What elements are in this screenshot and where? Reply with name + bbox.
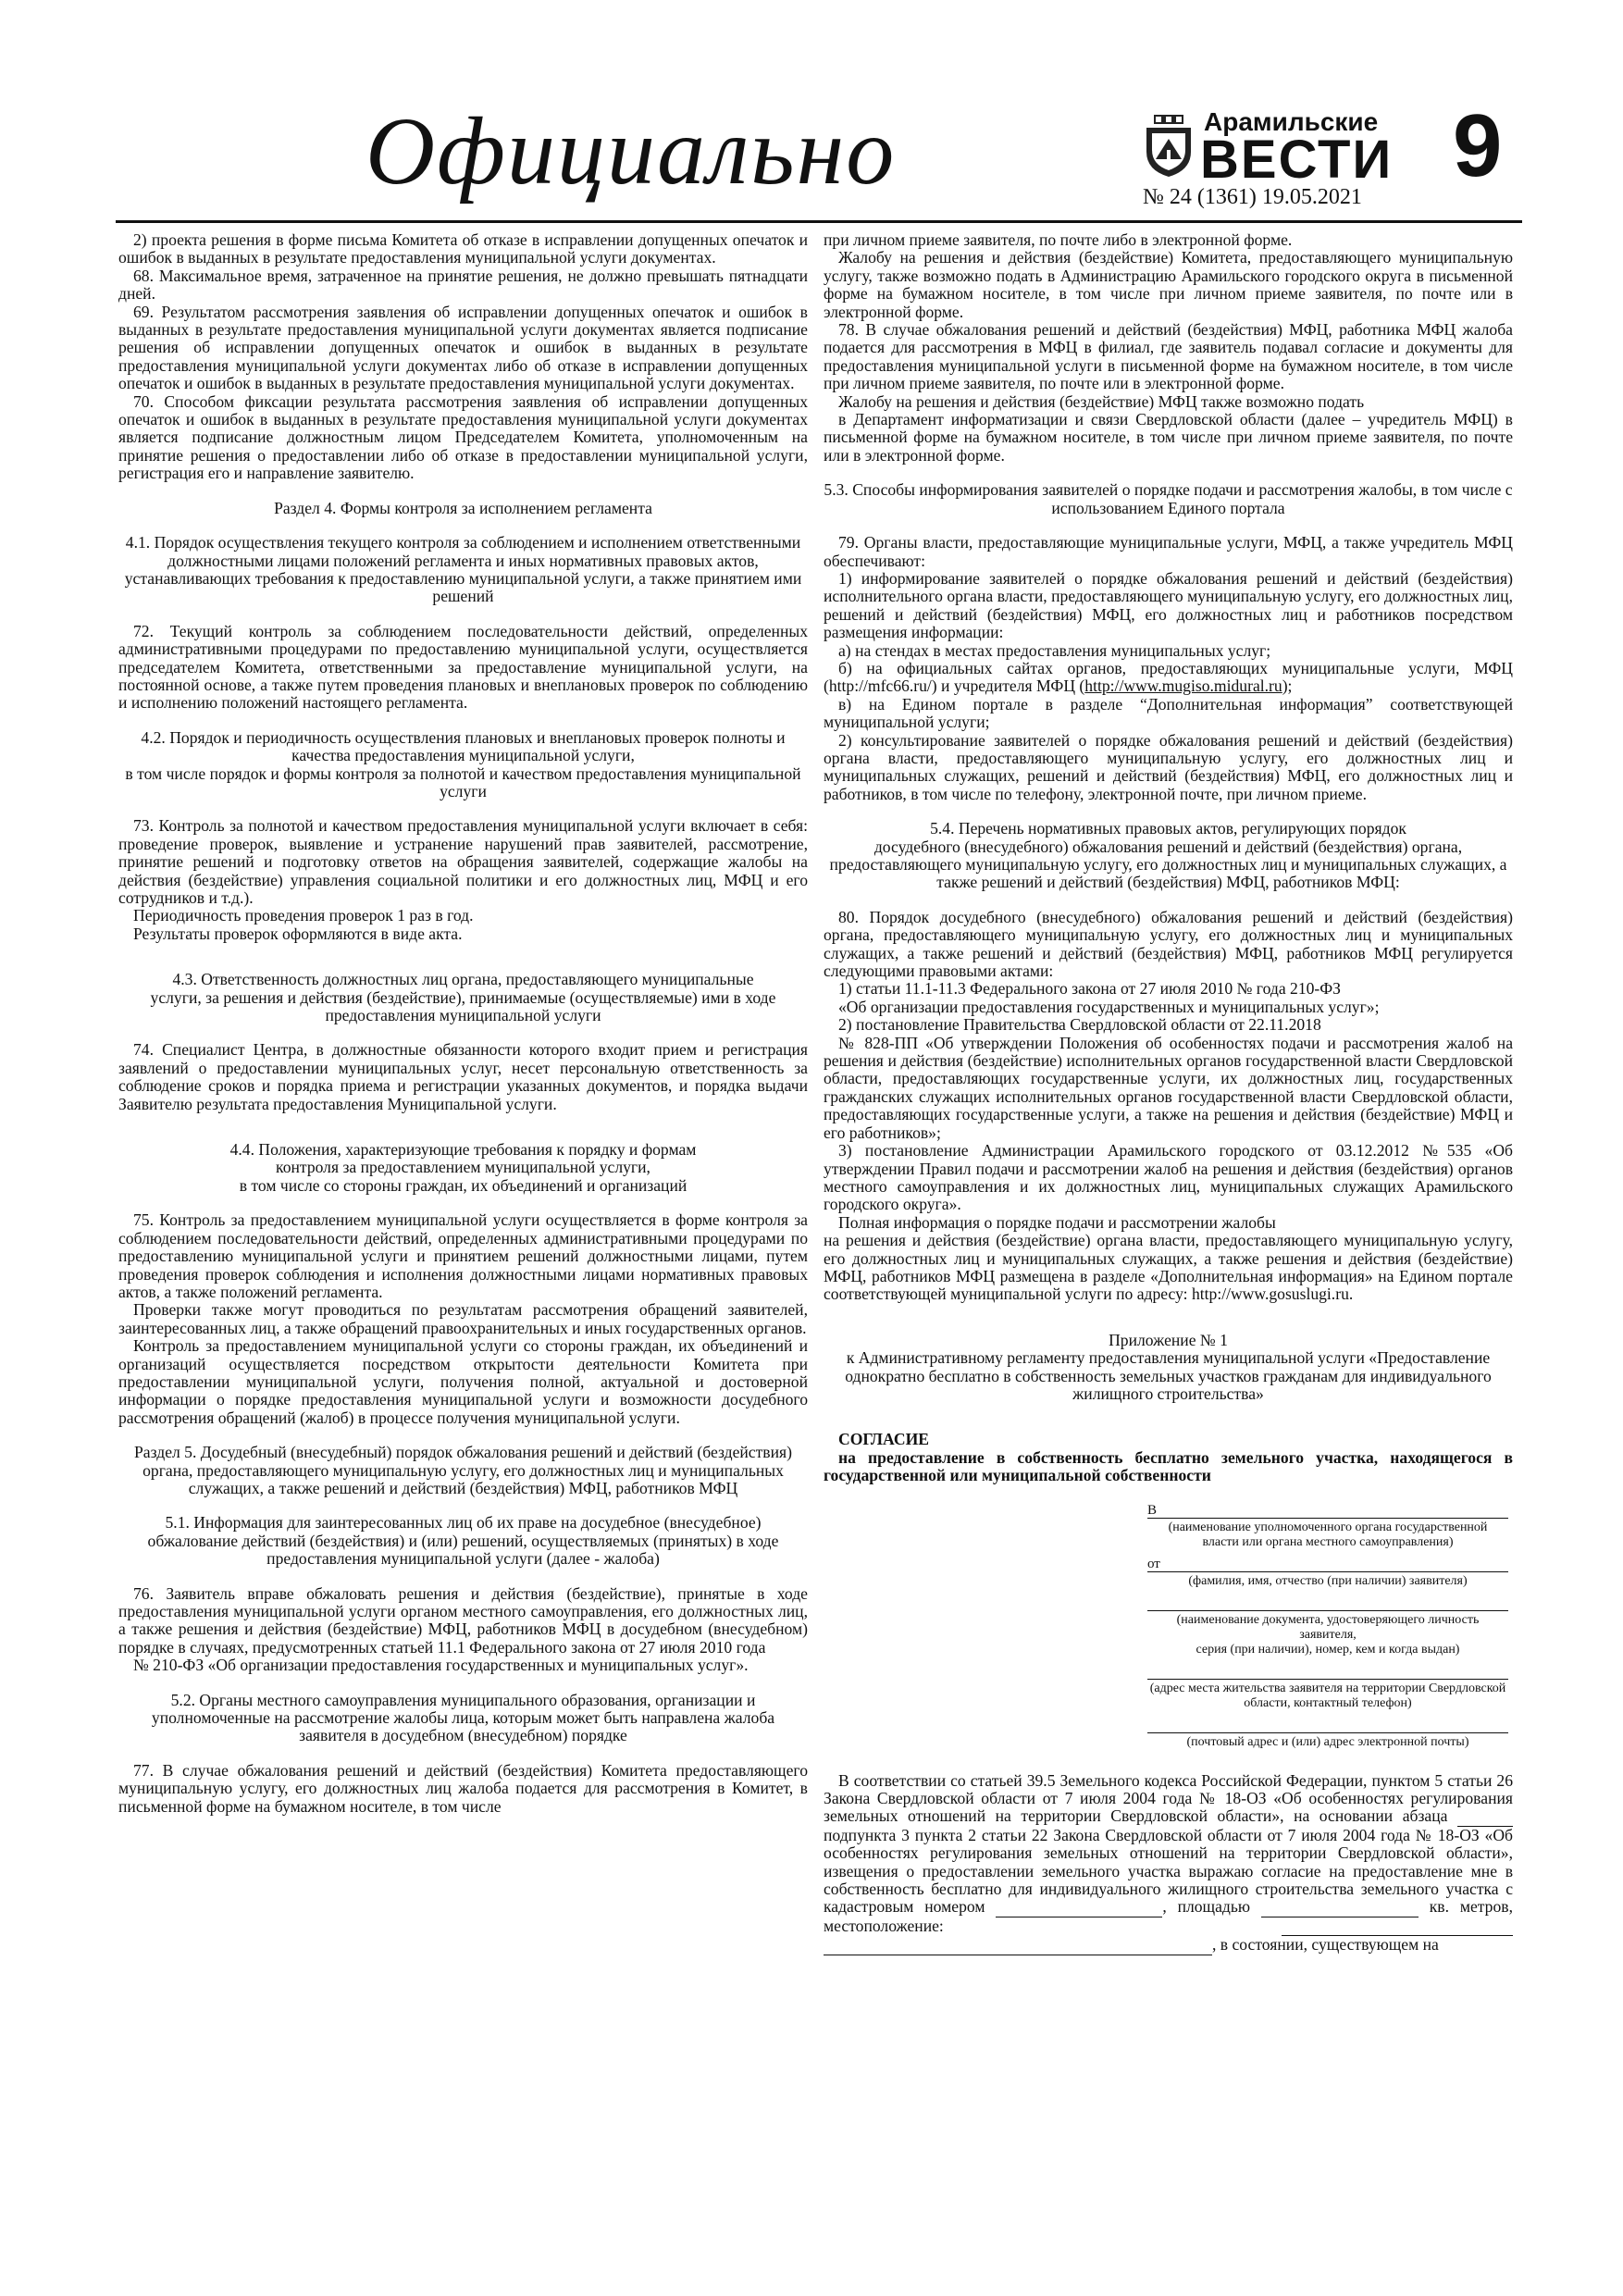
paragraph: Контроль за предоставлением муниципальной услуги со стороны граждан, их объединений и организаций осуществляется посредством открытости деятельности Комитета при предоставлении муниципальной услуги, получения полной, актуальной и достоверной информации о порядке предоставления муниципальной услуги и возможности досудебного рассмотрения обращений (жалоб) в процессе получения муниципальной услуги. bbox=[118, 1336, 808, 1427]
recipient-line[interactable] bbox=[1147, 1502, 1508, 1519]
email-line[interactable] bbox=[1147, 1717, 1508, 1733]
subsection-heading: в том числе со стороны граждан, их объединений и организаций bbox=[239, 1175, 688, 1195]
subsection-heading: 4.2. Порядок и периодичность осуществления плановых и внеплановых проверок полноты и качества предоставления муниципальной услуги, bbox=[141, 727, 786, 765]
subsection-heading: 5.2. Органы местного самоуправления муниципального образования, организации и уполномоченные на рассмотрение жалобы лица, которым может быть направлена жалоба заявителя в досудебном (внесудебном) порядке bbox=[151, 1690, 775, 1745]
to-label: В bbox=[1147, 1503, 1160, 1518]
paragraph: 72. Текущий контроль за соблюдением последовательности действий, определенных административными процедурами по предоставлению муниципальной услуги, осуществляется председателем Комитета, ответственными за предоставление муниципальной услуги, на постоянной основе, а также путем проведения плановых и внеплановых проверок по соблюдению и исполнению положений настоящего регламента. bbox=[118, 621, 808, 713]
form-caption: (почтовый адрес и (или) адрес электронной почты) bbox=[1186, 1734, 1469, 1749]
paragraph: 74. Специалист Центра, в должностные обязанности которого входит прием и регистрация заявлений о предоставлении муниципальных услуг, несет персональную ответственность за соблюдение сроков и порядка приема и регистрации указанных документов, и порядка выдачи Заявителю результата предоставления Муниципальной услуги. bbox=[118, 1040, 808, 1113]
text-span: подпункта 3 пункта 2 статьи 22 Закона Свердловской области от 7 июля 2004 года № 18-ОЗ «Об особенностях регулирования земельных отношений на территории Свердловской области», извещения о предоставлении земельного участка выражаю согласие на предоставление мне в собственность бесплатно для индивидуального жилищного строительства земельного участка с кадастровым номером bbox=[824, 1825, 1513, 1917]
section-heading: Раздел 4. Формы контроля за исполнением регламента bbox=[274, 498, 652, 517]
appendix-label: Приложение № 1 bbox=[1109, 1330, 1228, 1349]
subsection-heading: 5.4. Перечень нормативных правовых актов, регулирующих порядок bbox=[930, 819, 1406, 838]
paragraph: 3) постановление Администрации Арамильского городского от 03.12.2012 №535 «Об утверждении Правил подачи и рассмотрении жалоб на решения и действия (бездействия) органов местного самоуправления и их должностных лиц, муниципальных служащих Арамильского городского округа». bbox=[824, 1141, 1513, 1214]
blank-field[interactable] bbox=[996, 1898, 1162, 1917]
newspaper-logo bbox=[1143, 107, 1394, 192]
paragraph: 73. Контроль за полнотой и качеством предоставления муниципальной услуги включает в себя: проведение проверок, выявление и устранение нарушений прав заявителей, рассмотрение, принятие решений и подготовку ответов на обращения заявителей, содержащие жалобы на действия (бездействие) управления социальной политики и его должностных лиц, МФЦ и его сотрудников и т.д.). bbox=[118, 816, 808, 907]
blank-field[interactable] bbox=[1261, 1898, 1419, 1917]
brand-top-text: Арамильские bbox=[1204, 107, 1379, 136]
paragraph: Проверки также могут проводиться по результатам рассмотрения обращений заявителей, заинтересованных лиц, а также обращений правоохранительных и иных государственных органов. bbox=[118, 1300, 808, 1337]
paragraph: 75. Контроль за предоставлением муниципальной услуги осуществляется в форме контроля за соблюдением последовательности действий, определенных административными процедурами по предоставлению муниципальной услуги и принятием решений должностными лицами, путем проведения проверок соблюдения и исполнения должностными лицами нормативных правовых актов, а также положений регламента. bbox=[118, 1210, 808, 1301]
mugiso-link[interactable]: http://www.mugiso.midural.ru bbox=[1084, 676, 1282, 696]
form-caption: (адрес места жительства заявителя на территории Свердловской области, контактный телефон) bbox=[1149, 1681, 1506, 1710]
form-caption bbox=[1147, 1613, 1508, 1657]
from-label: от bbox=[1147, 1557, 1164, 1571]
form-caption bbox=[1147, 1520, 1508, 1550]
subsection-heading: контроля за предоставлением муниципальной услуги, bbox=[276, 1158, 650, 1177]
blank-field[interactable] bbox=[1282, 1917, 1513, 1936]
paragraph: Периодичность проведения проверок 1 раз в год. bbox=[133, 906, 474, 925]
blank-field[interactable] bbox=[1457, 1807, 1513, 1826]
text-span: , площадью bbox=[1162, 1897, 1251, 1917]
right-column bbox=[824, 231, 1513, 1955]
address-line[interactable] bbox=[1147, 1663, 1508, 1680]
caption-line: (наименование документа, удостоверяющего личность заявителя, bbox=[1176, 1612, 1480, 1642]
paragraph: 1) информирование заявителей о порядке обжалования решений и действий (бездействия) исполнительного органа власти, предоставляющего муниципальную услугу, его должностных лиц, решений и действий (бездействия) МФЦ, его должностных лиц и работников посредством размещения информации: bbox=[824, 568, 1513, 642]
text-span: кв. метров, местоположение: bbox=[824, 1897, 1513, 1935]
paragraph bbox=[824, 660, 1513, 696]
caption-line: власти или органа местного самоуправления) bbox=[1202, 1534, 1454, 1549]
subsection-heading: 5.1. Информация для заинтересованных лиц об их праве на досудебное (внесудебное) обжалование действий (бездействия) и (или) решений, осуществляемых (принятых) в ходе предоставления муниципальной услуги (далее - жалоба) bbox=[147, 1513, 779, 1569]
subsection-heading: досудебного (внесудебного) обжалования решений и действий (бездействия) органа, предоставляющего муниципальную услугу, его должностных лиц и муниципальных служащих, а также решений и действий (бездействия) МФЦ, работников МФЦ: bbox=[829, 837, 1507, 892]
paragraph: 2) постановление Правительства Свердловской области от 22.11.2018 bbox=[838, 1015, 1321, 1035]
consent-title: СОГЛАСИЕ bbox=[838, 1430, 929, 1449]
paragraph: 69. Результатом рассмотрения заявления об исправлении допущенных опечаток и ошибок в выданных в результате предоставления муниципальной услуги документах является подписание решения об исправлении допущенных опечаток и ошибок в выданных в результате предоставления муниципальной услуги документах либо об отказе в исправлении допущенных опечаток и ошибок в выданных в результате предоставления муниципальной услуги документах. bbox=[118, 302, 808, 393]
paragraph: 1) статьи 11.1-11.3 Федерального закона от 27 июля 2010 № года 210-ФЗ bbox=[838, 979, 1341, 999]
coat-of-arms-icon bbox=[1143, 115, 1195, 178]
paragraph: «Об организации предоставления государственных и муниципальных услуг»; bbox=[838, 997, 1380, 1016]
paragraph: № 828-ПП «Об утверждении Положения об особенностях подачи и рассмотрения жалоб на решения и действия (бездействие) исполнительных органов государственной власти Свердловской области, предоставляющих государственные услуги, их должностных лиц, государственных гражданских служащих исполнительных органов государственной власти Свердловской области, предоставляющих государственные услуги, а также на решения и действия (бездействие) МФЦ и его работников»; bbox=[824, 1033, 1513, 1142]
paragraph: а) на стендах в местах предоставления муниципальных услуг; bbox=[838, 640, 1271, 660]
paragraph: при личном приеме заявителя, по почте либо в электронной форме. bbox=[824, 230, 1293, 249]
paragraph: 68. Максимальное время, затраченное на принятие решения, не должно превышать пятнадцати дней. bbox=[118, 266, 808, 304]
subsection-heading: в том числе порядок и формы контроля за полнотой и качеством предоставления муниципальной услуги bbox=[125, 763, 801, 800]
paragraph: на решения и действия (бездействие) органа власти, предоставляющего муниципальную услугу, его должностных лиц и муниципальных служащих, а также решения и действия (бездействие) МФЦ, работников МФЦ размещена в разделе «Дополнительная информация» на Едином портале соответствующей муниципальной услуги по адресу: http://www.gosuslugi.ru. bbox=[824, 1231, 1513, 1304]
paragraph: 80. Порядок досудебного (внесудебного) обжалования решений и действий (бездействия) органа, предоставляющего муниципальную услугу, его должностных лиц и муниципальных служащих, а также решений и действий (бездействия) МФЦ, работников МФЦ регулируется следующими правовыми актами: bbox=[824, 907, 1513, 981]
paragraph: 77. В случае обжалования решений и действий (бездействия) Комитета предоставляющего муниципальную услугу, его должностных лиц жалоба подается для рассмотрения в Комитет, в письменной форме на бумажном носителе, в том числе bbox=[118, 1760, 808, 1816]
header-rule bbox=[116, 220, 1522, 223]
form-caption: (фамилия, имя, отчество (при наличии) заявителя) bbox=[1188, 1573, 1468, 1588]
subsection-heading: 4.3. Ответственность должностных лиц органа, предоставляющего муниципальные bbox=[172, 970, 754, 989]
issue-number: № 24 (1361) 19.05.2021 bbox=[1143, 185, 1362, 209]
paragraph: 2) проекта решения в форме письма Комитета об отказе в исправлении допущенных опечаток и ошибок в выданных в результате предоставления муниципальной услуги документах. bbox=[118, 230, 808, 267]
applicant-form bbox=[1147, 1502, 1508, 1750]
paragraph: Жалобу на решения и действия (бездействие) МФЦ также возможно подать bbox=[838, 391, 1365, 411]
paragraph: в) на Едином портале в разделе “Дополнительная информация” соответствующей муниципальной услуги; bbox=[824, 694, 1513, 732]
page-header bbox=[116, 83, 1522, 224]
paragraph: Результаты проверок оформляются в виде акта. bbox=[133, 924, 463, 943]
paragraph: 79. Органы власти, предоставляющие муниципальные услуги, МФЦ, а также учредитель МФЦ обеспечивают: bbox=[824, 533, 1513, 570]
brand-main-text: ВЕСТИ bbox=[1200, 130, 1394, 190]
section-heading: Раздел 5. Досудебный (внесудебный) порядок обжалования решений и действий (бездействия) органа, предоставляющего муниципальную услугу, его должностных лиц и муниципальных служащих, а также решений и действий (бездействия) МФЦ, работников МФЦ bbox=[134, 1443, 792, 1497]
paragraph: в Департамент информатизации и связи Свердловской области (далее – учредитель МФЦ) в письменной форме на бумажном носителе, в том числе при личном приеме заявителя, по почте или в электронной форме. bbox=[824, 410, 1513, 465]
paragraph bbox=[824, 1772, 1513, 1955]
text-span: ); bbox=[1282, 676, 1293, 696]
consent-subtitle: на предоставление в собственность бесплатно земельного участка, находящегося в государственной или муниципальной собственности bbox=[824, 1447, 1513, 1485]
paragraph: № 210-ФЗ «Об организации предоставления государственных и муниципальных услуг». bbox=[133, 1656, 749, 1675]
subsection-heading: 5.3. Способы информирования заявителей о порядке подачи и рассмотрения жалобы, в том числе с использованием Единого портала bbox=[824, 480, 1513, 517]
text-span: , в состоянии, существующем на bbox=[1212, 1935, 1439, 1955]
subsection-heading: 4.4. Положения, характеризующие требования к порядку и формам bbox=[229, 1140, 697, 1160]
text-span: В соответствии со статьей 39.5 Земельного кодекса Российской Федерации, пунктом 5 статьи 26 Закона Свердловской области от 7 июля 2004 года № 18-ОЗ «Об особенностях регулирования земельных отношений на территории Свердловской области», на основании абзаца bbox=[824, 1770, 1513, 1826]
left-column bbox=[118, 231, 808, 1816]
text-span: б) на официальных сайтах органов, предоставляющих муниципальные услуги, МФЦ (http://mfc66.ru/) и учредителя МФЦ ( bbox=[824, 658, 1513, 696]
from-line[interactable] bbox=[1147, 1556, 1508, 1572]
paragraph: Полная информация о порядке подачи и рассмотрении жалобы bbox=[838, 1212, 1276, 1232]
appendix-reference: к Административному регламенту предоставления муниципальной услуги «Предоставление однократно бесплатно в собственность земельных участков гражданам для индивидуального жилищного строительства» bbox=[845, 1348, 1492, 1403]
subsection-heading: 4.1. Порядок осуществления текущего контроля за соблюдением и исполнением ответственными должностными лицами положений регламента и иных нормативных правовых актов, устанавливающих требования к предоставлению муниципальной услуги, а также принятием ими решений bbox=[124, 533, 802, 606]
paragraph: 76. Заявитель вправе обжаловать решения и действия (бездействие), принятые в ходе предоставления муниципальной услуги органом местного самоуправления, его должностных лиц, а также решения и действия (бездействие) МФЦ, работников МФЦ в досудебном (внесудебном) порядке в случаях, предусмотренных статьей 11.1 Федерального закона от 27 июля 2010 года bbox=[118, 1583, 808, 1657]
paragraph: 2) консультирование заявителей о порядке обжалования решений и действий (бездействия) органа власти, предоставляющего муниципальную услугу, его должностных лиц и муниципальных служащих, решений и действий (бездействия) МФЦ, его должностных лиц и работников, в том числе по телефону, электронной почте, при личном приеме. bbox=[824, 730, 1513, 803]
caption-line: серия (при наличии), номер, кем и когда выдан) bbox=[1196, 1642, 1460, 1657]
document-line[interactable] bbox=[1147, 1595, 1508, 1611]
caption-line: (наименование уполномоченного органа государственной bbox=[1168, 1520, 1488, 1534]
blank-field[interactable] bbox=[824, 1936, 1212, 1955]
paragraph: 78. В случае обжалования решений и действий (бездействия) МФЦ, работника МФЦ жалоба подается для рассмотрения в МФЦ в филиал, где заявитель подавал согласие и документы для предоставления муниципальной услуги в письменной форме на бумажном носителе, в том числе при личном приеме заявителя, по почте или в электронной форме. bbox=[824, 320, 1513, 393]
paragraph: 70. Способом фиксации результата рассмотрения заявления об исправлении допущенных опечаток и ошибок в выданных в результате предоставления муниципальной услуги документах является подписание должностным лицом Председателем Комитета, уполномоченным на принятие решения о предоставлении либо об отказе в предоставлении муниципальной услуги, регистрация его и направление заявителю. bbox=[118, 391, 808, 483]
paragraph: Жалобу на решения и действия (бездействие) Комитета, предоставляющего муниципальную услугу, также возможно подать в Администрацию Арамильского городского округа в письменной форме на бумажном носителе, в том числе при личном приеме заявителя, по почте или в электронной форме. bbox=[824, 248, 1513, 321]
section-title: Официально bbox=[365, 98, 897, 205]
page-number: 9 bbox=[1453, 96, 1503, 195]
subsection-heading: услуги, за решения и действия (бездействие), принимаемые (осуществляемые) ими в ходе предоставления муниципальной услуги bbox=[150, 987, 776, 1025]
